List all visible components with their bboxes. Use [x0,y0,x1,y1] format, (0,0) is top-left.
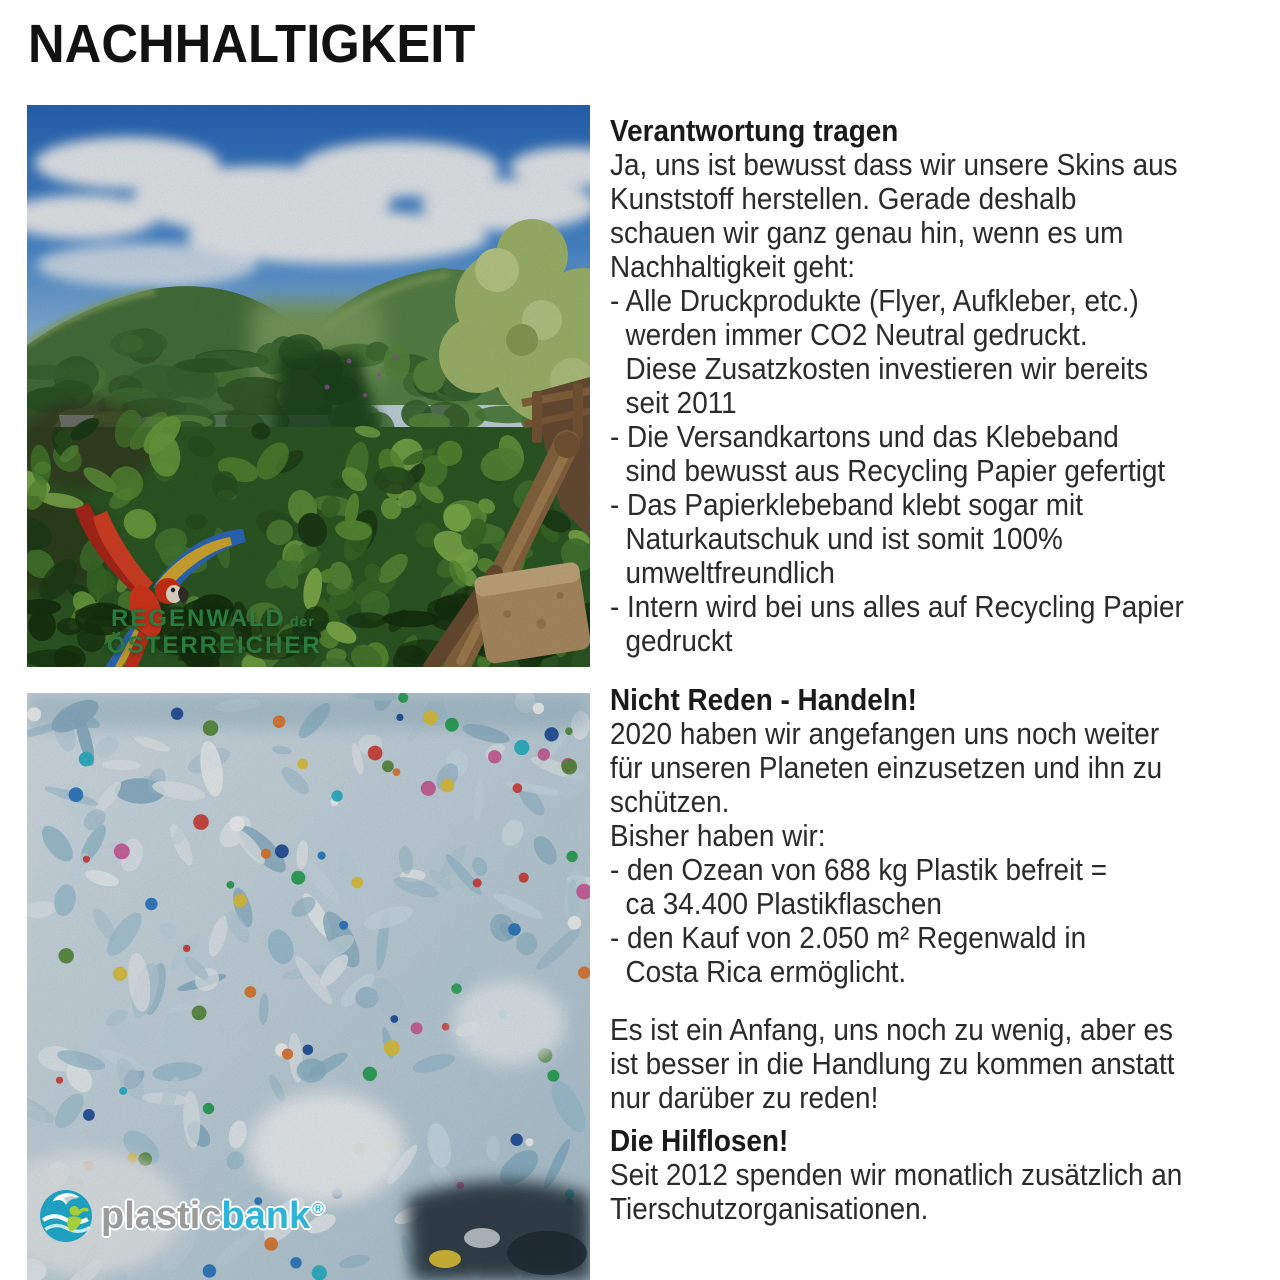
photo-grain [27,105,590,667]
section-heading: Verantwortung tragen [610,113,899,148]
bullet-line: Naturkautschuk und ist somit 100% [610,521,1063,556]
text-line: Es ist ein Anfang, uns noch zu wenig, aber es [610,1012,1174,1047]
regenwald-logo-line1: REGENWALD der [111,605,315,632]
bullet-line: - Intern wird bei uns alles auf Recycling Papier [610,589,1184,624]
section-nicht-reden-handeln [610,683,1280,989]
rainforest-photo [27,105,590,667]
regenwald-logo [107,605,322,659]
plasticbank-logo [39,1189,324,1243]
bullet-line: - Alle Druckprodukte (Flyer, Aufkleber, etc.) [610,283,1139,318]
text-line: schützen. [610,784,730,819]
plastic-bottles-photo [27,693,590,1280]
text-line: für unseren Planeten einzusetzen und ihn zu [610,750,1163,785]
page-title: NACHHALTIGKEIT [28,14,476,74]
text-column [610,0,1280,1280]
section-verantwortung-tragen [610,114,1280,658]
rainforest-illustration [27,105,590,667]
bullet-line: gedruckt [610,623,733,658]
plasticbank-icon [39,1189,93,1243]
text-line: Tierschutzorganisationen. [610,1191,929,1226]
bullet-line: seit 2011 [610,385,737,420]
bullet-line: - Die Versandkartons und das Klebeband [610,419,1119,454]
registered-mark: ® [312,1201,324,1218]
section-heading: Die Hilflosen! [610,1123,789,1158]
text-line: nur darüber zu reden! [610,1080,879,1115]
text-line: 2020 haben wir angefangen uns noch weiter [610,716,1160,751]
regenwald-logo-line2: ÖSTERREICHER [107,632,322,659]
text-line: schauen wir ganz genau hin, wenn es um [610,215,1124,250]
bullet-line: - den Ozean von 688 kg Plastik befreit = [610,852,1108,887]
text-line: Kunststoff herstellen. Gerade deshalb [610,181,1077,216]
text-line: Ja, uns ist bewusst dass wir unsere Skins aus [610,147,1178,182]
paragraph-es-ist-ein-anfang [610,1013,1280,1115]
bullet-line: Diese Zusatzkosten investieren wir bereits [610,351,1149,386]
text-line: ist besser in die Handlung zu kommen anstatt [610,1046,1175,1081]
bullet-line: Costa Rica ermöglicht. [610,954,907,989]
plasticbank-wordmark: plasticbank ® [101,1195,324,1237]
bullet-line: sind bewusst aus Recycling Papier gefertigt [610,453,1166,488]
section-die-hilflosen [610,1124,1280,1226]
text-line: Seit 2012 spenden wir monatlich zusätzlich an [610,1157,1183,1192]
bullet-line: umweltfreundlich [610,555,835,590]
bullet-line: - den Kauf von 2.050 m² Regenwald in [610,920,1087,955]
bullet-line: werden immer CO2 Neutral gedruckt. [610,317,1088,352]
regenwald-logo-der: der [290,613,315,629]
text-line: Bisher haben wir: [610,818,826,853]
text-line: Nachhaltigkeit geht: [610,249,856,284]
bullet-line: ca 34.400 Plastikflaschen [610,886,942,921]
section-heading: Nicht Reden - Handeln! [610,682,917,717]
bullet-line: - Das Papierklebeband klebt sogar mit [610,487,1083,522]
